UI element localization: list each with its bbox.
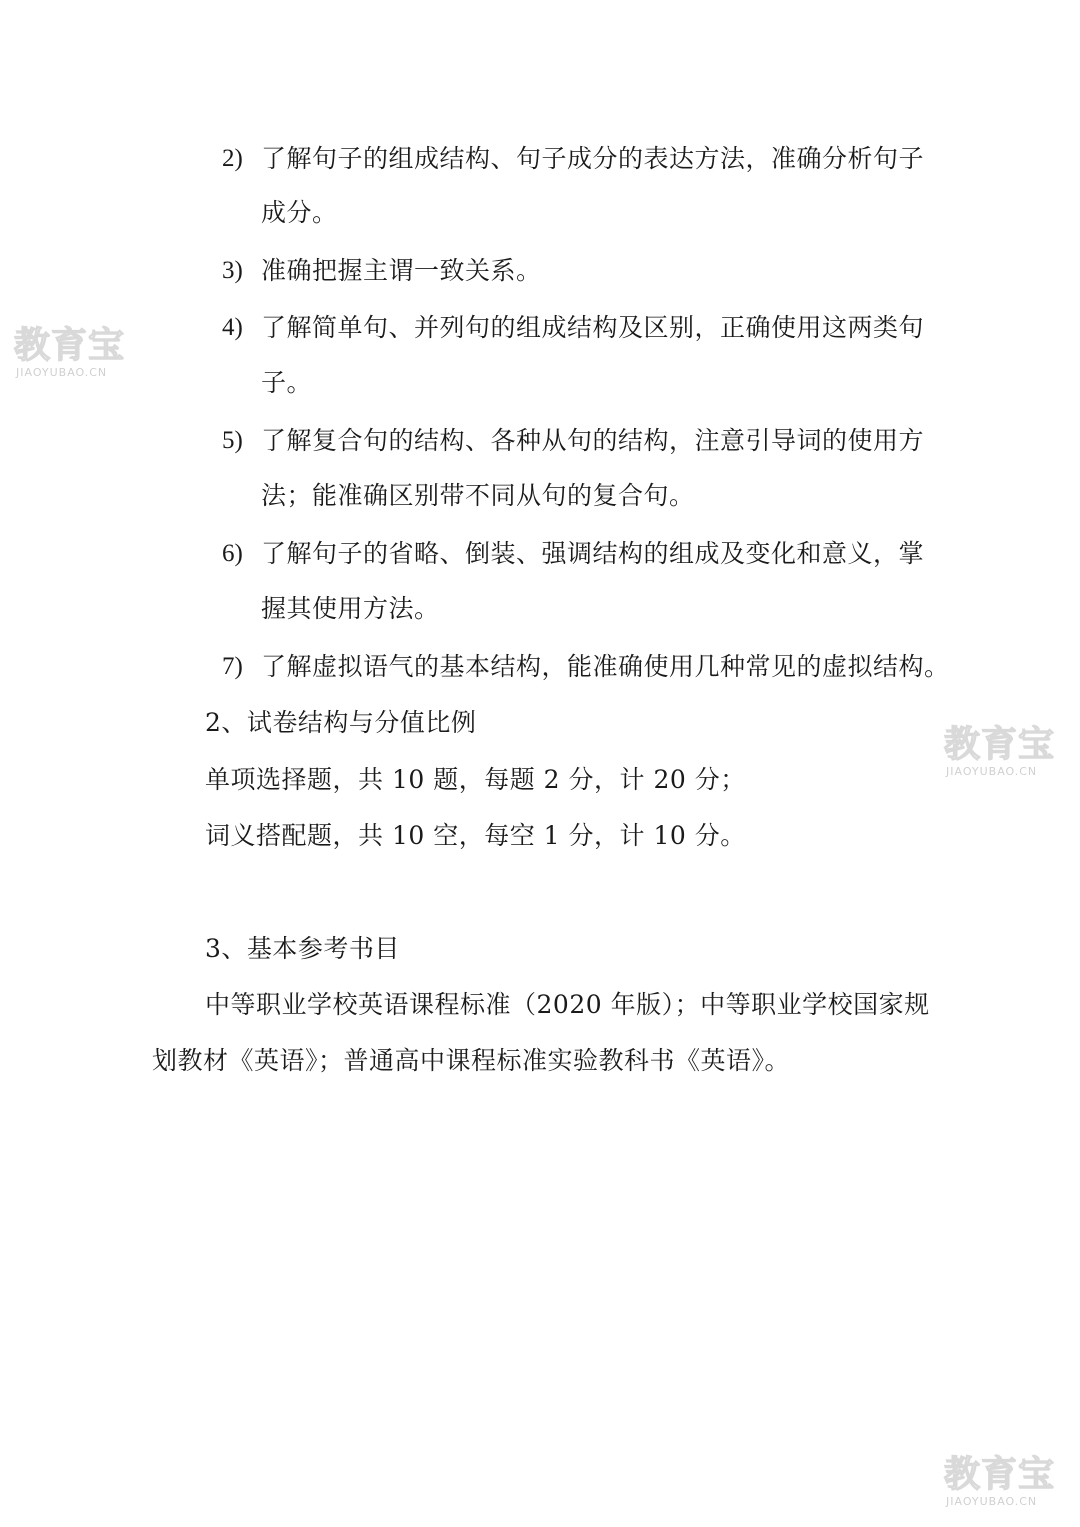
watermark-logo [944, 1455, 1074, 1515]
section-2-line1: 单项选择题，共 10 题，每题 2 分，计 20 分； [205, 765, 746, 794]
watermark-logo [14, 326, 144, 386]
item-7-text-line1: 了解虚拟语气的基本结构，能准确使用几种常见的虚拟结构。 [261, 652, 950, 681]
item-3-text-line1: 准确把握主谓一致关系。 [261, 256, 542, 285]
item-5-text-line1: 了解复合句的结构、各种从句的结构，注意引导词的使用方 [261, 426, 925, 455]
item-5-text-line2: 法；能准确区别带不同从句的复合句。 [261, 481, 695, 510]
item-6-number: 6) [222, 540, 243, 567]
item-7-number: 7) [222, 653, 243, 680]
watermark-text: 教育宝 [944, 724, 1056, 765]
section-2-heading: 2、试卷结构与分值比例 [205, 708, 477, 737]
item-2-text-line2: 成分。 [261, 198, 338, 227]
watermark-text: 教育宝 [14, 325, 126, 366]
item-4-text-line2: 子。 [261, 368, 313, 397]
watermark-logo [944, 725, 1074, 785]
item-4-number: 4) [222, 314, 243, 341]
item-3-number: 3) [222, 257, 243, 284]
item-2-text-line1: 了解句子的组成结构、句子成分的表达方法，准确分析句子 [261, 144, 925, 173]
watermark-url: JIAOYUBAO.CN [946, 765, 1038, 778]
watermark-url: JIAOYUBAO.CN [946, 1495, 1038, 1508]
item-6-text-line2: 握其使用方法。 [261, 594, 440, 623]
section-3-line1: 中等职业学校英语课程标准（2020 年版）；中等职业学校国家规 [205, 990, 930, 1019]
item-5-number: 5) [222, 427, 243, 454]
watermark-url: JIAOYUBAO.CN [16, 366, 108, 379]
section-2-line2: 词义搭配题，共 10 空，每空 1 分，计 10 分。 [205, 821, 746, 850]
item-6-text-line1: 了解句子的省略、倒装、强调结构的组成及变化和意义，掌 [261, 539, 925, 568]
section-3-line2: 划教材《英语》；普通高中课程标准实验教科书《英语》。 [152, 1046, 791, 1075]
section-3-heading: 3、基本参考书目 [205, 934, 400, 963]
watermark-text: 教育宝 [944, 1454, 1056, 1495]
item-2-number: 2) [222, 145, 243, 172]
item-4-text-line1: 了解简单句、并列句的组成结构及区别，正确使用这两类句 [261, 313, 925, 342]
